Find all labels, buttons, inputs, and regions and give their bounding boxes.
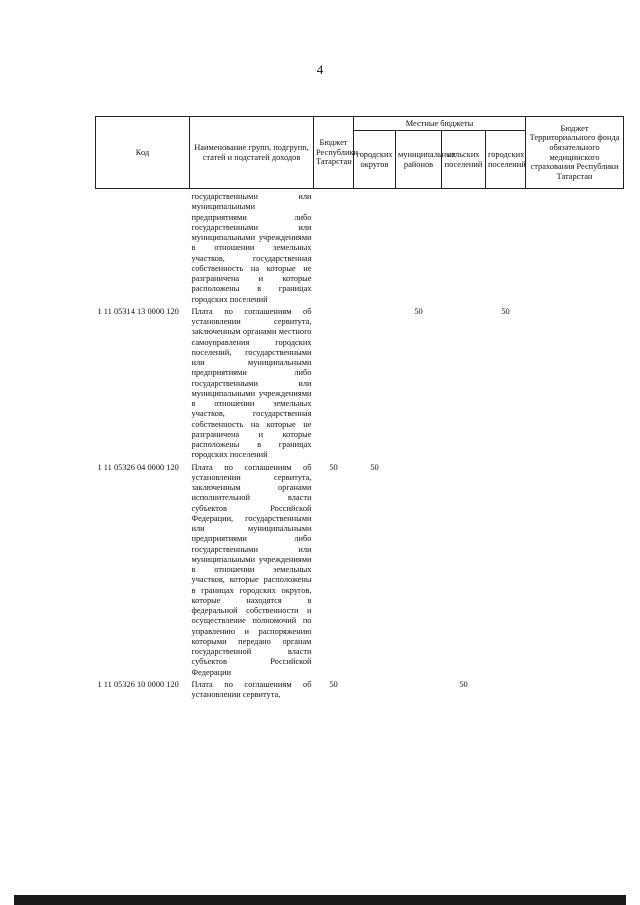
row-fund-value bbox=[526, 678, 624, 701]
table-header bbox=[96, 117, 624, 189]
row-municipal-value bbox=[396, 461, 442, 678]
table-row bbox=[96, 461, 624, 678]
row-urban-value bbox=[486, 189, 526, 305]
header-code: Код bbox=[96, 117, 190, 189]
header-fund-budget: Бюджет Территориального фонда обязательного медицинского страхования Республики Татарстан bbox=[526, 117, 624, 189]
row-city-value bbox=[354, 305, 396, 461]
row-fund-value bbox=[526, 305, 624, 461]
header-name: Наименование групп, подгрупп, статей и подстатей доходов bbox=[190, 117, 314, 189]
row-urban-value bbox=[486, 678, 526, 701]
row-fund-value bbox=[526, 461, 624, 678]
row-code: 1 11 05326 10 0000 120 bbox=[97, 679, 179, 689]
header-local-budgets: Местные бюджеты bbox=[354, 117, 526, 131]
row-city-value bbox=[354, 189, 396, 305]
row-name: государственными или муниципальными предприятиями либо государственными или муниципальными учреждениями в отношении земельных участков, государственная собственность на которые не разграничена и которые расположены в границах городских поселений bbox=[191, 192, 312, 304]
header-city-districts: городских округов bbox=[354, 131, 396, 189]
row-city-value: 50 bbox=[370, 462, 379, 472]
header-republic-budget: Бюджет Республики Татарстан bbox=[314, 117, 354, 189]
row-rural-value bbox=[442, 461, 486, 678]
table-row bbox=[96, 189, 624, 305]
header-urban-settlements: городских поселений bbox=[486, 131, 526, 189]
scan-edge-bar bbox=[14, 895, 626, 905]
row-republic-value bbox=[314, 189, 354, 305]
row-rural-value bbox=[442, 189, 486, 305]
row-urban-value: 50 bbox=[501, 306, 510, 316]
row-city-value bbox=[354, 678, 396, 701]
table-row bbox=[96, 678, 624, 701]
row-rural-value bbox=[442, 305, 486, 461]
header-municipal-districts: муниципальных районов bbox=[396, 131, 442, 189]
revenue-distribution-table bbox=[95, 116, 624, 700]
header-rural-settlements: сельских поселений bbox=[442, 131, 486, 189]
row-code: 1 11 05314 13 0000 120 bbox=[97, 306, 179, 316]
row-municipal-value bbox=[396, 678, 442, 701]
row-code bbox=[96, 189, 190, 305]
row-rural-value: 50 bbox=[459, 679, 468, 689]
row-name: Плата по соглашениям об установлении сервитута, заключенным органами исполнительной власти субъектов Российской Федерации, государственными или муниципальными предприятиями либо государственными или муниципальными учреждениями в отношении земельных участков, которые расположены в границах городских округов, которые находятся в федеральной собственности и осуществление полномочий по управлению и распоряжению которыми передано органам государственной власти субъектов Российской Федерации bbox=[191, 462, 312, 677]
row-name: Плата по соглашениям об установлении сервитута, заключенным органами местного самоуправления городских поселений, государственными или муниципальными предприятиями либо государственными или муниципальными учреждениями в отношении земельных участков, государственная собственность на которые не разграничена и которые расположены в границах городских поселений bbox=[191, 306, 312, 460]
row-name: Плата по соглашениям об установлении сервитута, bbox=[191, 679, 312, 699]
row-code: 1 11 05326 04 0000 120 bbox=[97, 462, 179, 472]
page-number: 4 bbox=[316, 62, 324, 77]
row-republic-value: 50 bbox=[329, 462, 338, 472]
row-urban-value bbox=[486, 461, 526, 678]
row-republic-value: 50 bbox=[329, 679, 338, 689]
row-municipal-value: 50 bbox=[414, 306, 423, 316]
row-municipal-value bbox=[396, 189, 442, 305]
table-row bbox=[96, 305, 624, 461]
row-fund-value bbox=[526, 189, 624, 305]
row-republic-value bbox=[314, 305, 354, 461]
